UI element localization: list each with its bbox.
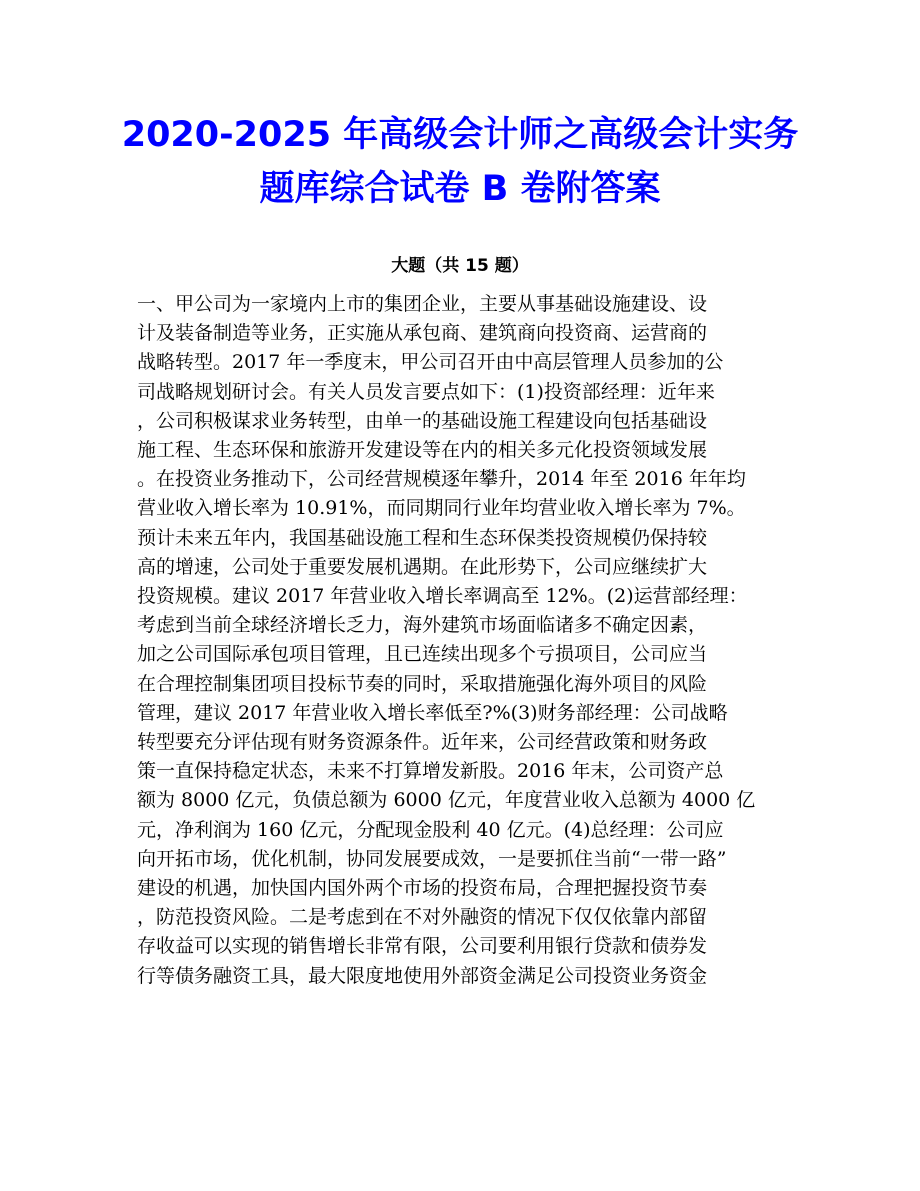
body-line: ，公司积极谋求业务转型，由单一的基础设施工程建设向包括基础设 — [137, 409, 708, 432]
body-line: 在合理控制集团项目投标节奏的同时，采取措施强化海外项目的风险 — [137, 672, 708, 695]
document-title-line-2: 题库综合试卷 B 卷附答案 — [259, 169, 661, 209]
body-line: 存收益可以实现的销售增长非常有限，公司要利用银行贷款和债券发 — [137, 935, 708, 958]
body-line: 预计未来五年内，我国基础设施工程和生态环保类投资规模仍保持较 — [137, 526, 708, 549]
body-line: 加之公司国际承包项目管理，且已连续出现多个亏损项目，公司应当 — [137, 643, 708, 666]
body-line: 战略转型。2017 年一季度末，甲公司召开由中高层管理人员参加的公 — [137, 351, 724, 374]
body-line: ，防范投资风险。二是考虑到在不对外融资的情况下仅仅依靠内部留 — [137, 906, 708, 929]
body-line: 额为 8000 亿元，负债总额为 6000 亿元，年度营业收入总额为 4000 亿 — [137, 789, 756, 812]
body-line: 。在投资业务推动下，公司经营规模逐年攀升，2014 年至 2016 年年均 — [137, 468, 746, 491]
body-line: 向开拓市场，优化机制，协同发展要成效，一是要抓住当前“一带一路” — [137, 847, 727, 870]
section-heading: 大题（共 15 题） — [391, 256, 529, 276]
body-line: 建设的机遇，加快国内国外两个市场的投资布局，合理把握投资节奏 — [137, 877, 708, 900]
body-line: 营业收入增长率为 10.91%，而同期同行业年均营业收入增长率为 7%。 — [137, 497, 746, 520]
body-line: 策一直保持稳定状态，未来不打算增发新股。2016 年末，公司资产总 — [137, 760, 724, 783]
body-line: 计及装备制造等业务，正实施从承包商、建筑商向投资商、运营商的 — [137, 322, 708, 345]
body-line: 考虑到当前全球经济增长乏力，海外建筑市场面临诸多不确定因素， — [137, 614, 708, 637]
body-line: 元，净利润为 160 亿元，分配现金股利 40 亿元。(4)总经理：公司应 — [137, 818, 724, 841]
body-line: 转型要充分评估现有财务资源条件。近年来，公司经营政策和财务政 — [137, 731, 708, 754]
body-line: 司战略规划研讨会。有关人员发言要点如下：(1)投资部经理：近年来 — [137, 380, 715, 403]
document-title — [90, 108, 830, 216]
body-line: 施工程、生态环保和旅游开发建设等在内的相关多元化投资领域发展 — [137, 439, 708, 462]
body-line: 高的增速，公司处于重要发展机遇期。在此形势下，公司应继续扩大 — [137, 555, 708, 578]
question-body — [137, 290, 787, 991]
body-line: 投资规模。建议 2017 年营业收入增长率调高至 12%。(2)运营部经理： — [137, 585, 748, 608]
document-title-line-1: 2020-2025 年高级会计师之高级会计实务 — [121, 115, 799, 155]
body-line: 行等债务融资工具，最大限度地使用外部资金满足公司投资业务资金 — [137, 964, 708, 987]
body-line: 管理，建议 2017 年营业收入增长率低至?%(3)财务部经理：公司战略 — [137, 701, 728, 724]
body-line: 一、甲公司为一家境内上市的集团企业，主要从事基础设施建设、设 — [137, 293, 708, 315]
